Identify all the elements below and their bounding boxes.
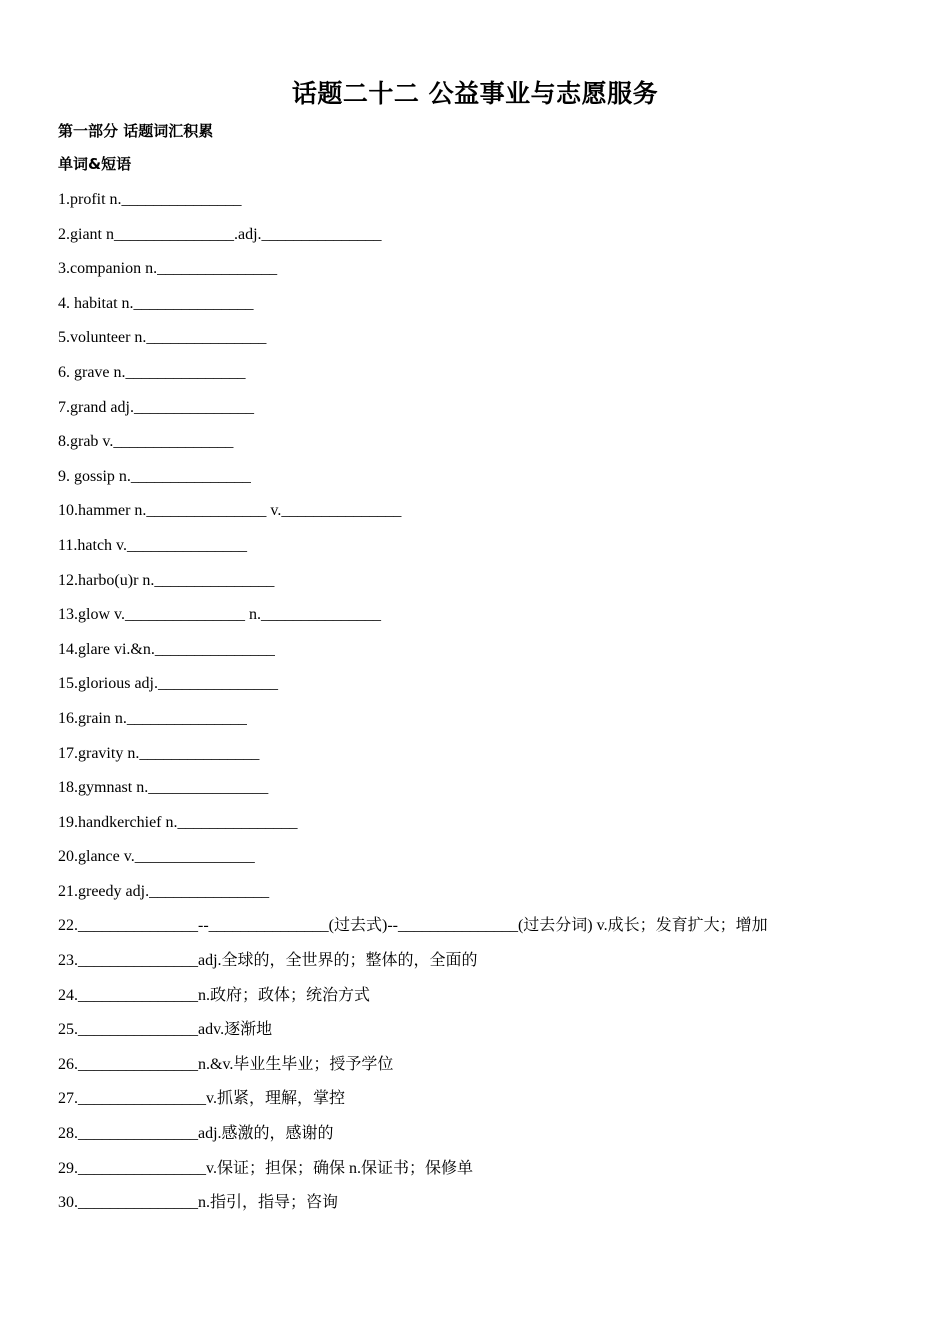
list-item: 28._______________adj.感激的，感谢的 [58, 1125, 334, 1143]
list-item: 25._______________adv.逐渐地 [58, 1021, 273, 1039]
list-item: 13.glow v._______________ n._______________ [58, 606, 381, 624]
list-item: 1.profit n._______________ [58, 191, 242, 208]
list-item: 8.grab v._______________ [58, 433, 234, 451]
list-item: 3.companion n._______________ [58, 260, 278, 278]
section-heading-vocabulary: 第一部分 话题词汇积累 [58, 122, 214, 140]
list-item: 27.________________v.抓紧，理解，掌控 [58, 1090, 345, 1108]
page-title: 话题二十二 公益事业与志愿服务 [291, 79, 659, 108]
list-item: 19.handkerchief n._______________ [58, 813, 298, 831]
list-item: 26._______________n.&v.毕业生毕业；授予学位 [58, 1055, 394, 1073]
vocabulary-list [58, 186, 768, 1224]
list-item: 23._______________adj.全球的，全世界的；整体的，全面的 [58, 952, 478, 970]
list-item: 24._______________n.政府；政体；统治方式 [58, 986, 371, 1004]
list-item: 14.glare vi.&n._______________ [58, 640, 275, 658]
list-item: 10.hammer n._______________ v._______________ [58, 502, 402, 520]
list-item: 2.giant n_______________.adj._______________ [58, 225, 382, 243]
list-item: 29.________________v.保证；担保；确保 n.保证书；保修单 [58, 1159, 473, 1177]
list-item: 16.grain n._______________ [58, 709, 247, 727]
list-item: 6. grave n._______________ [58, 363, 246, 381]
list-item: 30._______________n.指引，指导；咨询 [58, 1194, 339, 1212]
list-item: 11.hatch v._______________ [58, 536, 248, 554]
list-item: 22._______________--_______________(过去式)--_______________(过去分词) v.成长；发育扩大；增加 [58, 917, 768, 935]
list-item: 4. habitat n._______________ [58, 294, 254, 312]
list-item: 15.glorious adj._______________ [58, 675, 278, 693]
list-item: 9. gossip n._______________ [58, 467, 251, 485]
list-item: 18.gymnast n._______________ [58, 779, 269, 797]
list-item: 5.volunteer n._______________ [58, 329, 267, 347]
list-item: 17.gravity n._______________ [58, 744, 260, 762]
list-item: 20.glance v._______________ [58, 848, 255, 866]
list-item: 12.harbo(u)r n._______________ [58, 571, 275, 589]
list-item: 21.greedy adj._______________ [58, 882, 270, 900]
list-item: 7.grand adj._______________ [58, 398, 254, 416]
subsection-heading-words-phrases: 单词&短语 [58, 155, 132, 173]
